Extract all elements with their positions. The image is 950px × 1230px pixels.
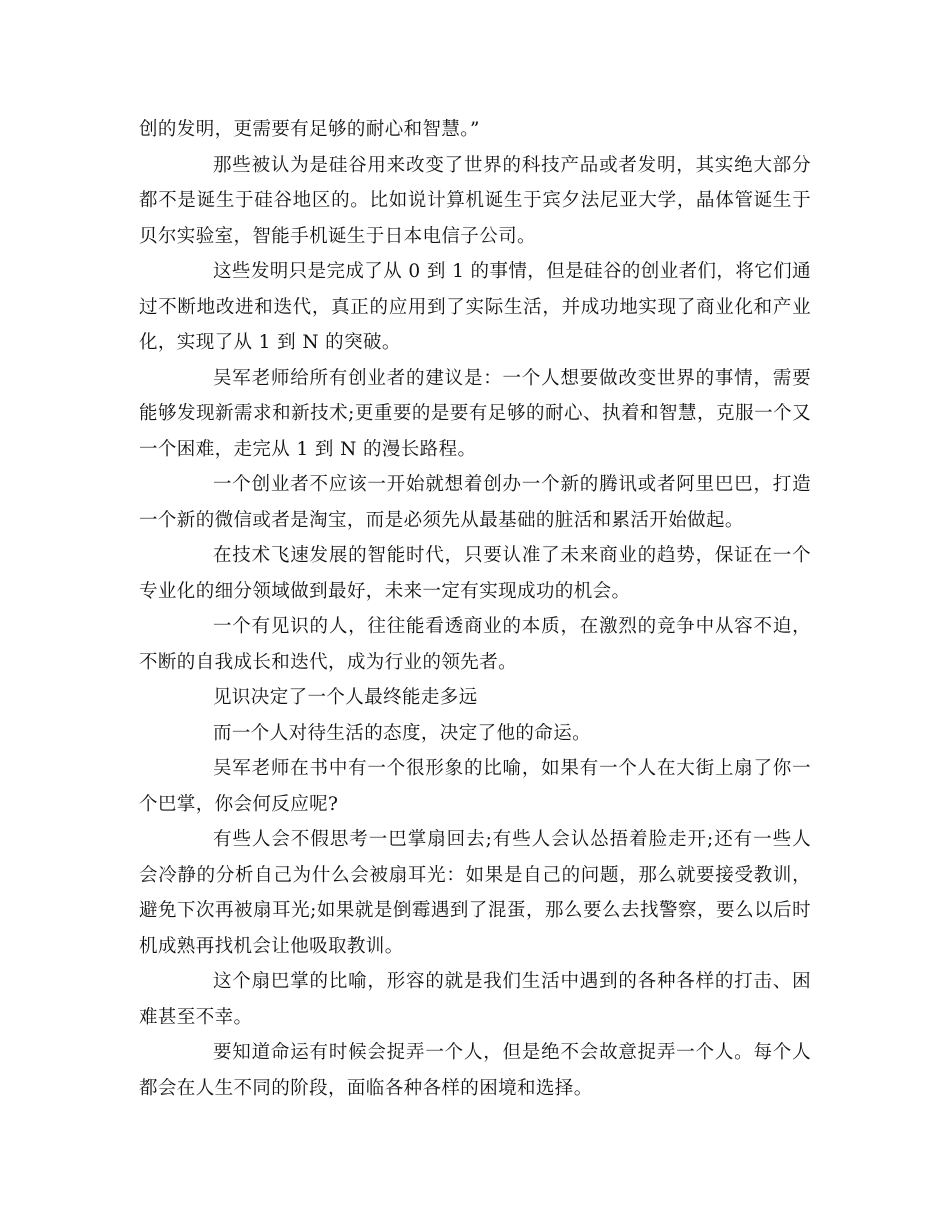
- paragraph-12: 这个扇巴掌的比喻，形容的就是我们生活中遇到的各种各样的打击、困难甚至不幸。: [139, 971, 811, 1028]
- paragraph-2: 那些被认为是硅谷用来改变了世界的科技产品或者发明，其实绝大部分都不是诞生于硅谷地区的。比如说计算机诞生于宾夕法尼亚大学，晶体管诞生于贝尔实验室，智能手机诞生于日本电信子公司。: [139, 154, 811, 247]
- paragraph-1: 创的发明，更需要有足够的耐心和智慧。”: [139, 119, 480, 140]
- paragraph-10: 吴军老师在书中有一个很形象的比喻，如果有一个人在大街上扇了你一个巴掌，你会何反应呢?: [139, 758, 811, 815]
- document-body: [139, 112, 811, 1106]
- paragraph-3: 这些发明只是完成了从 0 到 1 的事情，但是硅谷的创业者们，将它们通过不断地改进和迭代，真正的应用到了实际生活，并成功地实现了商业化和产业化，实现了从 1 到 N 的突破。: [139, 261, 811, 353]
- paragraph-9: 而一个人对待生活的态度，决定了他的命运。: [213, 722, 592, 744]
- paragraph-8: 见识决定了一个人最终能走多远: [213, 687, 478, 708]
- paragraph-5: 一个创业者不应该一开始就想着创办一个新的腾讯或者阿里巴巴，打造一个新的微信或者是淘宝，而是必须先从最基础的脏活和累活开始做起。: [139, 474, 811, 531]
- paragraph-4: 吴军老师给所有创业者的建议是：一个人想要做改变世界的事情，需要能够发现新需求和新技术;更重要的是要有足够的耐心、执着和智慧，克服一个又一个困难，走完从 1 到 N 的漫长路程。: [139, 367, 811, 460]
- paragraph-6: 在技术飞速发展的智能时代，只要认准了未来商业的趋势，保证在一个专业化的细分领域做到最好，未来一定有实现成功的机会。: [139, 545, 811, 602]
- paragraph-13: 要知道命运有时候会捉弄一个人，但是绝不会故意捉弄一个人。每个人都会在人生不同的阶段，面临各种各样的困境和选择。: [139, 1042, 811, 1099]
- paragraph-7: 一个有见识的人，往往能看透商业的本质，在激烈的竞争中从容不迫，不断的自我成长和迭代，成为行业的领先者。: [139, 616, 811, 673]
- paragraph-11: 有些人会不假思考一巴掌扇回去;有些人会认怂捂着脸走开;还有一些人会冷静的分析自己为什么会被扇耳光：如果是自己的问题，那么就要接受教训，避免下次再被扇耳光;如果就是倒霉遇到了混蛋，那么要么去找警察，要么以后时机成熟再找机会让他吸取教训。: [139, 829, 811, 957]
